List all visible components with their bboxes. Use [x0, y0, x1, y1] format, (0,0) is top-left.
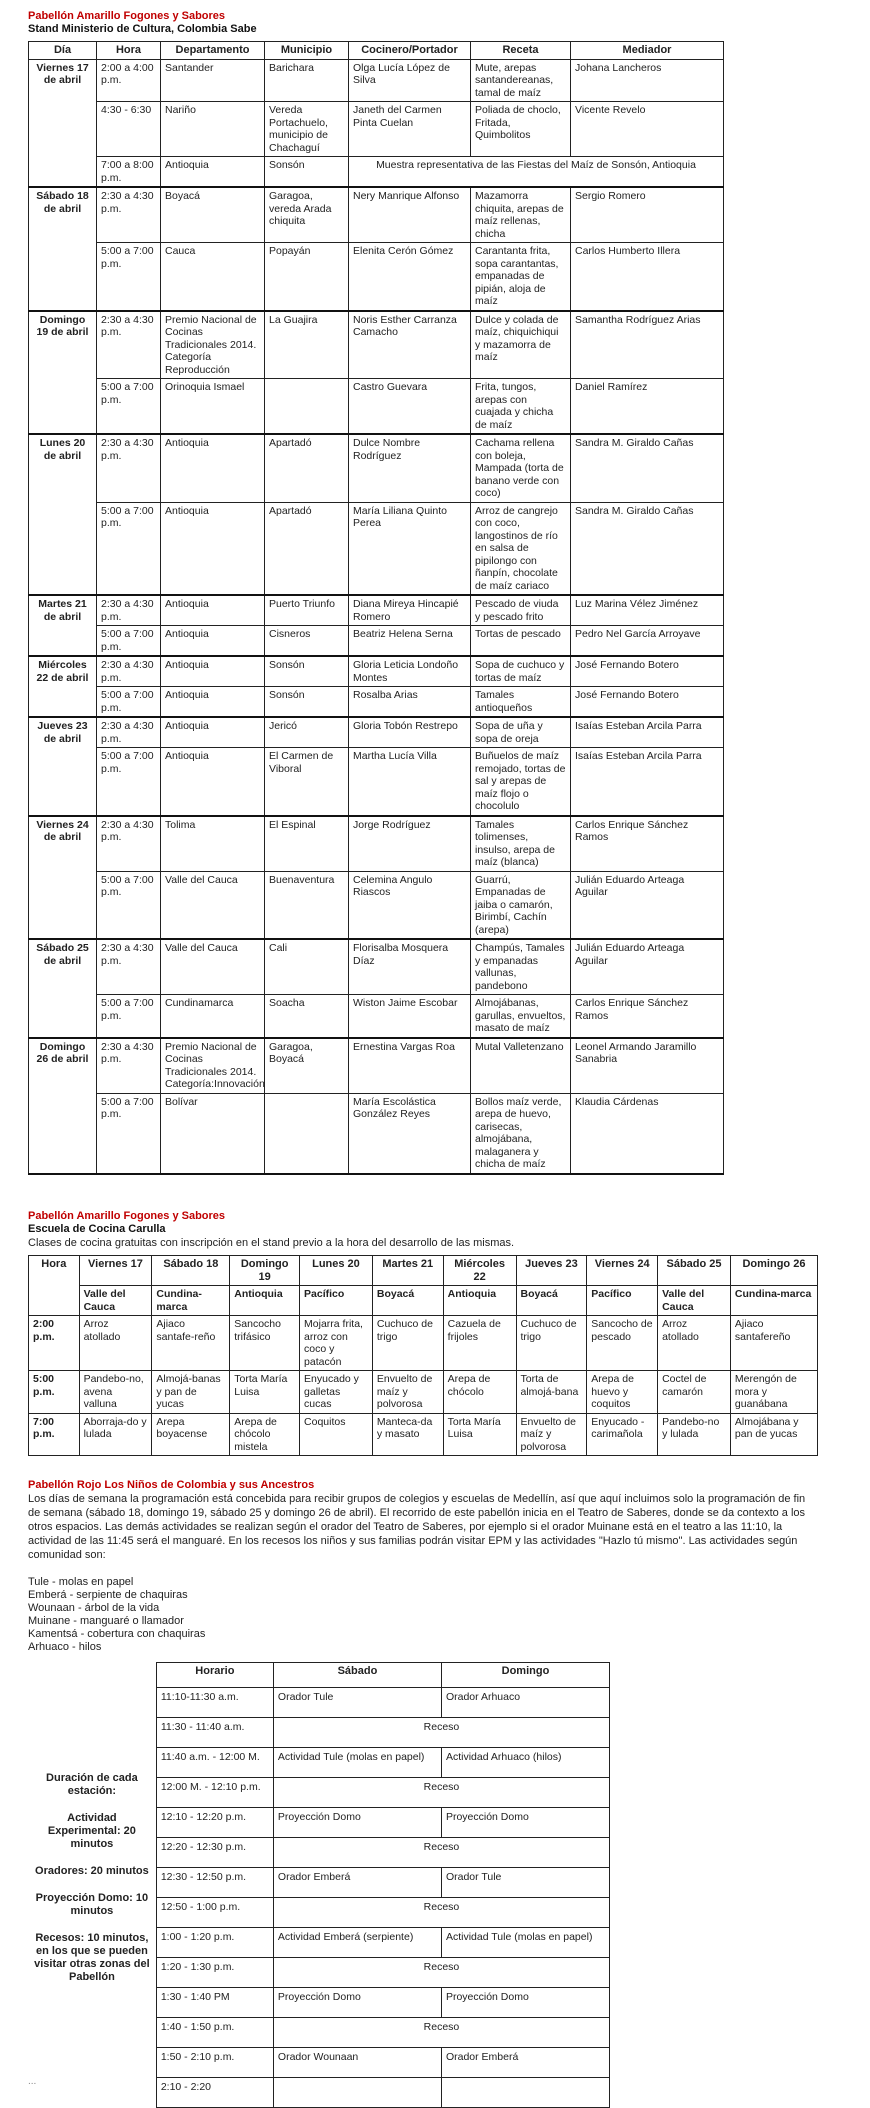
region-cell: Antioquia [230, 1286, 300, 1316]
day-cell: Martes 21 de abril [29, 595, 97, 656]
class-row [29, 1371, 818, 1414]
break-cell: Receso [273, 1718, 609, 1748]
schedule-row [29, 1093, 724, 1174]
weekend-schedule-table [28, 1662, 610, 2108]
schedule-row [29, 717, 724, 748]
recipe-cell: Tamales antioqueños [471, 687, 571, 718]
time-cell: 5:00 a 7:00 p.m. [97, 243, 161, 311]
time-cell: 5:00 a 7:00 p.m. [97, 995, 161, 1038]
dish-cell: Almojábana y pan de yucas [730, 1413, 817, 1456]
time-cell: 5:00 a 7:00 p.m. [97, 626, 161, 657]
municipality-cell: Sonsón [265, 687, 349, 718]
dish-cell: Merengón de mora y guanábana [730, 1371, 817, 1414]
weekend-schedule [28, 1662, 610, 2108]
recipe-cell: Guarrú, Empanadas de jaiba o camarón, Birimbí, Cachín (arepa) [471, 871, 571, 939]
cook-cell: Nery Manrique Alfonso [349, 187, 471, 243]
municipality-cell: Vereda Portachuelo, municipio de Chachaguí [265, 102, 349, 157]
saturday-cell: Orador Emberá [273, 1868, 441, 1898]
department-cell: Premio Nacional de Cocinas Tradicionales 2014. Categoría:Innovación [161, 1038, 265, 1094]
day-cell: Sábado 25 de abril [29, 939, 97, 1038]
section-subtitle: Stand Ministerio de Cultura, Colombia Sabe [28, 23, 257, 35]
column-header: Martes 21 [372, 1256, 443, 1286]
column-header: Sábado 18 [152, 1256, 230, 1286]
list-item: Muinane - manguaré o llamador [28, 1615, 184, 1627]
dish-cell: Envuelto de maíz y polvorosa [516, 1413, 587, 1456]
municipality-cell [265, 1093, 349, 1174]
cook-cell: Elenita Cerón Gómez [349, 243, 471, 311]
schedule-row [29, 626, 724, 657]
saturday-cell: Actividad Emberá (serpiente) [273, 1928, 441, 1958]
time-cell: 2:00 p.m. [29, 1316, 80, 1371]
column-header: Hora [29, 1256, 80, 1316]
time-cell: 5:00 a 7:00 p.m. [97, 502, 161, 595]
time-cell: 1:20 - 1:30 p.m. [156, 1958, 273, 1988]
time-cell: 2:30 a 4:30 p.m. [97, 939, 161, 995]
day-cell: Domingo 19 de abril [29, 311, 97, 435]
region-cell: Valle del Cauca [79, 1286, 152, 1316]
time-cell: 12:20 - 12:30 p.m. [156, 1838, 273, 1868]
dish-cell: Pandebo-no y lulada [658, 1413, 731, 1456]
saturday-cell: Orador Tule [273, 1688, 441, 1718]
section-title: Pabellón Amarillo Fogones y Sabores [28, 10, 226, 22]
recipe-cell: Tortas de pescado [471, 626, 571, 657]
municipality-cell: Cisneros [265, 626, 349, 657]
department-cell: Cundinamarca [161, 995, 265, 1038]
mediator-cell: Isaías Esteban Arcila Parra [571, 748, 724, 816]
saturday-cell: Proyección Domo [273, 1808, 441, 1838]
schedule-row [29, 187, 724, 243]
day-cell: Viernes 24 de abril [29, 816, 97, 940]
time-cell: 1:50 - 2:10 p.m. [156, 2048, 273, 2078]
department-cell: Antioquia [161, 595, 265, 626]
column-header: Día [29, 42, 97, 60]
dish-cell: Arepa de huevo y coquitos [587, 1371, 658, 1414]
duration-line: Actividad Experimental: 20 minutos [47, 1812, 136, 1850]
dish-cell: Pandebo-no, avena valluna [79, 1371, 152, 1414]
schedule-row [29, 656, 724, 687]
department-cell: Valle del Cauca [161, 871, 265, 939]
dish-cell: Cuchuco de trigo [372, 1316, 443, 1371]
recipe-cell: Frita, tungos, arepas con cuajada y chicha de maíz [471, 379, 571, 435]
page-footer: ... [28, 2076, 37, 2087]
time-cell: 2:30 a 4:30 p.m. [97, 434, 161, 502]
list-item: Kamentsá - cobertura con chaquiras [28, 1628, 206, 1640]
time-cell: 2:30 a 4:30 p.m. [97, 311, 161, 379]
class-row [29, 1316, 818, 1371]
recipe-cell: Almojábanas, garullas, envueltos, masato de maíz [471, 995, 571, 1038]
department-cell: Antioquia [161, 502, 265, 595]
dish-cell: Arepa boyacense [152, 1413, 230, 1456]
schedule-row [29, 995, 724, 1038]
time-cell: 2:30 a 4:30 p.m. [97, 595, 161, 626]
column-header: Sábado [273, 1663, 441, 1688]
mediator-cell: José Fernando Botero [571, 656, 724, 687]
column-header: Viernes 24 [587, 1256, 658, 1286]
time-cell: 2:30 a 4:30 p.m. [97, 656, 161, 687]
cook-cell: Diana Mireya Hincapié Romero [349, 595, 471, 626]
mediator-cell: Leonel Armando Jaramillo Sanabria [571, 1038, 724, 1094]
day-cell: Sábado 18 de abril [29, 187, 97, 311]
municipality-cell: Garagoa, Boyacá [265, 1038, 349, 1094]
section-description: Los días de semana la programación está concebida para recibir grupos de colegios y escuelas de Medellín, así que aquí incluimos solo la programación de fin de semana (sábado 18, domingo 19, sábado 25 y domingo 26 de abril). El recorrido de este pabellón inicia en el Teatro de Saberes, donde se da contexto a los otros espacios. Las demás actividades se realizan según el orador del Teatro de Saberes, por ejemplo si el orador Muinane está en el teatro a las 11:10, la actividad de las 11:45 será el manguaré. En los recesos los niños y sus familias podrán visitar EPM y las actividades "Hazlo tú mismo". Las actividades según comunidad son: [28, 1493, 806, 1561]
region-cell: Pacífico [300, 1286, 373, 1316]
recipe-cell: Sopa de uña y sopa de oreja [471, 717, 571, 748]
cook-cell: Olga Lucía López de Silva [349, 59, 471, 102]
column-header: Hora [97, 42, 161, 60]
saturday-cell [273, 2078, 441, 2108]
mediator-cell: Daniel Ramírez [571, 379, 724, 435]
section-description: Clases de cocina gratuitas con inscripción en el stand previo a la hora del desarrollo de las mismas. [28, 1237, 515, 1249]
time-cell: 11:10-11:30 a.m. [156, 1688, 273, 1718]
department-cell: Antioquia [161, 626, 265, 657]
column-header: Domingo 26 [730, 1256, 817, 1286]
time-cell: 7:00 p.m. [29, 1413, 80, 1456]
column-header: Jueves 23 [516, 1256, 587, 1286]
municipality-cell: Jericó [265, 717, 349, 748]
time-cell: 2:30 a 4:30 p.m. [97, 187, 161, 243]
dish-cell: Torta María Luisa [443, 1413, 516, 1456]
recipe-cell: Mutal Valletenzano [471, 1038, 571, 1094]
department-cell: Cauca [161, 243, 265, 311]
time-cell: 5:00 a 7:00 p.m. [97, 748, 161, 816]
region-cell: Cundina-marca [152, 1286, 230, 1316]
department-cell: Antioquia [161, 656, 265, 687]
section-subtitle: Escuela de Cocina Carulla [28, 1223, 166, 1235]
municipality-cell: Sonsón [265, 157, 349, 188]
list-item: Tule - molas en papel [28, 1576, 134, 1588]
mediator-cell: Sandra M. Giraldo Cañas [571, 434, 724, 502]
mediator-cell: Samantha Rodríguez Arias [571, 311, 724, 379]
department-cell: Antioquia [161, 157, 265, 188]
municipality-cell: El Carmen de Viboral [265, 748, 349, 816]
dish-cell: Cazuela de frijoles [443, 1316, 516, 1371]
recipe-cell: Bollos maíz verde, arepa de huevo, carisecas, almojábana, malaganera y chicha de maíz [471, 1093, 571, 1174]
header-row [28, 1663, 610, 1688]
cook-cell: Wiston Jaime Escobar [349, 995, 471, 1038]
schedule-row [29, 939, 724, 995]
column-header: Municipio [265, 42, 349, 60]
column-header: Receta [471, 42, 571, 60]
cook-cell: Noris Esther Carranza Camacho [349, 311, 471, 379]
column-header: Mediador [571, 42, 724, 60]
municipality-cell: Cali [265, 939, 349, 995]
dish-cell: Coctel de camarón [658, 1371, 731, 1414]
municipality-cell: La Guajira [265, 311, 349, 379]
time-cell: 5:00 p.m. [29, 1371, 80, 1414]
day-cell: Miércoles 22 de abril [29, 656, 97, 717]
mediator-cell: Sergio Romero [571, 187, 724, 243]
column-header: Domingo 19 [230, 1256, 300, 1286]
column-header: Horario [156, 1663, 273, 1688]
dish-cell: Ajiaco santafereño [730, 1316, 817, 1371]
recipe-cell: Buñuelos de maíz remojado, tortas de sal y arepas de maíz flojo o chocolulo [471, 748, 571, 816]
break-cell: Receso [273, 1778, 609, 1808]
municipality-cell: Barichara [265, 59, 349, 102]
header-row [29, 1256, 818, 1286]
list-item: Emberá - serpiente de chaquiras [28, 1589, 188, 1601]
column-header: Viernes 17 [79, 1256, 152, 1286]
cook-cell: María Liliana Quinto Perea [349, 502, 471, 595]
municipality-cell: El Espinal [265, 816, 349, 872]
cook-cell: Gloria Tobón Restrepo [349, 717, 471, 748]
cook-cell: Celemina Angulo Riascos [349, 871, 471, 939]
duration-line: Proyección Domo: 10 minutos [35, 1892, 149, 1917]
municipality-cell: Garagoa, vereda Arada chiquita [265, 187, 349, 243]
column-header: Sábado 25 [658, 1256, 731, 1286]
recipe-cell: Cachama rellena con boleja, Mampada (torta de banano verde con coco) [471, 434, 571, 502]
dish-cell: Envuelto de maíz y polvorosa [372, 1371, 443, 1414]
column-header: Lunes 20 [300, 1256, 373, 1286]
cook-cell: Dulce Nombre Rodríguez [349, 434, 471, 502]
saturday-cell: Proyección Domo [273, 1988, 441, 2018]
dish-cell: Torta de almojá-bana [516, 1371, 587, 1414]
time-cell: 2:30 a 4:30 p.m. [97, 1038, 161, 1094]
mediator-cell: Julián Eduardo Arteaga Aguilar [571, 939, 724, 995]
day-cell: Viernes 17 de abril [29, 59, 97, 187]
column-header: Cocinero/Portador [349, 42, 471, 60]
municipality-cell: Apartadó [265, 502, 349, 595]
column-header: Domingo [441, 1663, 609, 1688]
section-title: Pabellón Rojo Los Niños de Colombia y sus Ancestros [28, 1479, 315, 1491]
day-cell: Jueves 23 de abril [29, 717, 97, 816]
saturday-cell: Orador Wounaan [273, 2048, 441, 2078]
dish-cell: Manteca-da y masato [372, 1413, 443, 1456]
time-cell: 5:00 a 7:00 p.m. [97, 871, 161, 939]
schedule-row [29, 1038, 724, 1094]
municipality-cell [265, 379, 349, 435]
dish-cell: Enyucado - carimañola [587, 1413, 658, 1456]
class-row [29, 1413, 818, 1456]
time-cell: 2:30 a 4:30 p.m. [97, 816, 161, 872]
dish-cell: Sancocho de pescado [587, 1316, 658, 1371]
time-cell: 12:00 M. - 12:10 p.m. [156, 1778, 273, 1808]
dish-cell: Mojarra frita, arroz con coco y patacón [300, 1316, 373, 1371]
column-header: Departamento [161, 42, 265, 60]
sunday-cell: Orador Tule [441, 1868, 609, 1898]
duration-line: Oradores: 20 minutos [35, 1865, 149, 1877]
duration-info [28, 1663, 156, 2108]
section-fogones-stand [28, 10, 728, 1175]
mediator-cell: Johana Lancheros [571, 59, 724, 102]
recipe-cell: Mute, arepas santandereanas, tamal de maíz [471, 59, 571, 102]
region-cell: Pacífico [587, 1286, 658, 1316]
cook-cell: Janeth del Carmen Pinta Cuelan [349, 102, 471, 157]
time-cell: 1:00 - 1:20 p.m. [156, 1928, 273, 1958]
dish-cell: Coquitos [300, 1413, 373, 1456]
schedule-row [29, 59, 724, 102]
schedule-row [29, 687, 724, 718]
department-cell: Tolima [161, 816, 265, 872]
time-cell: 4:30 - 6:30 [97, 102, 161, 157]
dish-cell: Cuchuco de trigo [516, 1316, 587, 1371]
region-cell: Boyacá [516, 1286, 587, 1316]
recipe-cell: Sopa de cuchuco y tortas de maíz [471, 656, 571, 687]
community-activity-list [28, 1576, 818, 1654]
time-cell: 5:00 a 7:00 p.m. [97, 1093, 161, 1174]
mediator-cell: Klaudia Cárdenas [571, 1093, 724, 1174]
time-cell: 11:40 a.m. - 12:00 M. [156, 1748, 273, 1778]
department-cell: Valle del Cauca [161, 939, 265, 995]
schedule-row [29, 311, 724, 379]
dish-cell: Sancocho trifásico [230, 1316, 300, 1371]
cook-cell: Martha Lucía Villa [349, 748, 471, 816]
mediator-cell: Pedro Nel García Arroyave [571, 626, 724, 657]
recipe-cell: Dulce y colada de maíz, chiquichiqui y mazamorra de maíz [471, 311, 571, 379]
department-cell: Premio Nacional de Cocinas Tradicionales 2014. Categoría Reproducción [161, 311, 265, 379]
municipality-cell: Soacha [265, 995, 349, 1038]
dish-cell: Arroz atollado [79, 1316, 152, 1371]
dish-cell: Enyucado y galletas cucas [300, 1371, 373, 1414]
break-cell: Receso [273, 1958, 609, 1988]
region-cell: Antioquia [443, 1286, 516, 1316]
municipality-cell: Apartadó [265, 434, 349, 502]
sunday-cell [441, 2078, 609, 2108]
mediator-cell: Carlos Humberto Illera [571, 243, 724, 311]
stand-schedule-table [28, 41, 724, 1175]
mediator-cell: Isaías Esteban Arcila Parra [571, 717, 724, 748]
recipe-cell: Mazamorra chiquita, arepas de maíz rellenas, chicha [471, 187, 571, 243]
schedule-row [29, 748, 724, 816]
time-cell: 12:30 - 12:50 p.m. [156, 1868, 273, 1898]
schedule-row [29, 157, 724, 188]
schedule-row [29, 595, 724, 626]
department-cell: Bolívar [161, 1093, 265, 1174]
cook-cell: Jorge Rodríguez [349, 816, 471, 872]
department-cell: Antioquia [161, 748, 265, 816]
dish-cell: Arepa de chócolo [443, 1371, 516, 1414]
list-item: Wounaan - árbol de la vida [28, 1602, 160, 1614]
day-cell: Domingo 26 de abril [29, 1038, 97, 1174]
cook-cell: Florisalba Mosquera Díaz [349, 939, 471, 995]
schedule-row [29, 379, 724, 435]
sunday-cell: Orador Arhuaco [441, 1688, 609, 1718]
department-cell: Antioquia [161, 717, 265, 748]
list-item: Arhuaco - hilos [28, 1641, 102, 1653]
region-cell: Valle del Cauca [658, 1286, 731, 1316]
mediator-cell: Carlos Enrique Sánchez Ramos [571, 816, 724, 872]
sunday-cell: Actividad Arhuaco (hilos) [441, 1748, 609, 1778]
section-escuela-cocina [28, 1210, 828, 1456]
recipe-cell: Poliada de choclo, Fritada, Quimbolitos [471, 102, 571, 157]
break-cell: Receso [273, 2018, 609, 2048]
schedule-row [29, 434, 724, 502]
dish-cell: Aborraja-do y lulada [79, 1413, 152, 1456]
department-cell: Nariño [161, 102, 265, 157]
section-title: Pabellón Amarillo Fogones y Sabores [28, 1210, 226, 1222]
time-cell: 12:50 - 1:00 p.m. [156, 1898, 273, 1928]
time-cell: 1:30 - 1:40 PM [156, 1988, 273, 2018]
day-cell: Lunes 20 de abril [29, 434, 97, 595]
municipality-cell: Puerto Triunfo [265, 595, 349, 626]
schedule-row [29, 243, 724, 311]
department-cell: Boyacá [161, 187, 265, 243]
cooking-class-table [28, 1255, 818, 1456]
break-cell: Receso [273, 1838, 609, 1868]
municipality-cell: Popayán [265, 243, 349, 311]
dish-cell: Arepa de chócolo mistela [230, 1413, 300, 1456]
recipe-cell: Tamales tolimenses, insulso, arepa de maíz (blanca) [471, 816, 571, 872]
column-header: Miércoles 22 [443, 1256, 516, 1286]
duration-line: Duración de cada estación: [46, 1772, 138, 1797]
recipe-cell: Champús, Tamales y empanadas vallunas, pandebono [471, 939, 571, 995]
sunday-cell: Actividad Tule (molas en papel) [441, 1928, 609, 1958]
time-cell: 5:00 a 7:00 p.m. [97, 687, 161, 718]
sunday-cell: Proyección Domo [441, 1808, 609, 1838]
municipality-cell: Buenaventura [265, 871, 349, 939]
department-cell: Antioquia [161, 434, 265, 502]
cook-cell: Beatriz Helena Serna [349, 626, 471, 657]
region-cell: Boyacá [372, 1286, 443, 1316]
time-cell: 7:00 a 8:00 p.m. [97, 157, 161, 188]
dish-cell: Ajiaco santafe-reño [152, 1316, 230, 1371]
dish-cell: Almojá-banas y pan de yucas [152, 1371, 230, 1414]
time-cell: 5:00 a 7:00 p.m. [97, 379, 161, 435]
department-cell: Santander [161, 59, 265, 102]
time-cell: 2:00 a 4:00 p.m. [97, 59, 161, 102]
municipality-cell: Sonsón [265, 656, 349, 687]
break-cell: Receso [273, 1898, 609, 1928]
time-cell: 2:30 a 4:30 p.m. [97, 717, 161, 748]
mediator-cell: José Fernando Botero [571, 687, 724, 718]
recipe-cell: Carantanta frita, sopa carantantas, empanadas de pipián, aloja de maíz [471, 243, 571, 311]
recipe-cell: Arroz de cangrejo con coco, langostinos de río en salsa de pipilongo con ñanpín, chocolate de maíz cariaco [471, 502, 571, 595]
region-cell: Cundina-marca [730, 1286, 817, 1316]
time-cell: 12:10 - 12:20 p.m. [156, 1808, 273, 1838]
department-cell: Orinoquia Ismael [161, 379, 265, 435]
region-row [29, 1286, 818, 1316]
saturday-cell: Actividad Tule (molas en papel) [273, 1748, 441, 1778]
cook-cell: Gloria Leticia Londoño Montes [349, 656, 471, 687]
schedule-row [29, 102, 724, 157]
mediator-cell: Julián Eduardo Arteaga Aguilar [571, 871, 724, 939]
recipe-cell: Pescado de viuda y pescado frito [471, 595, 571, 626]
mediator-cell: Carlos Enrique Sánchez Ramos [571, 995, 724, 1038]
cook-cell: Castro Guevara [349, 379, 471, 435]
duration-line: Recesos: 10 minutos, en los que se pueden visitar otras zonas del Pabellón [34, 1932, 150, 1983]
sunday-cell: Proyección Domo [441, 1988, 609, 2018]
mediator-cell: Luz Marina Vélez Jiménez [571, 595, 724, 626]
sunday-cell: Orador Emberá [441, 2048, 609, 2078]
cook-cell: Rosalba Arias [349, 687, 471, 718]
section-pabellon-rojo [28, 1479, 818, 1654]
time-cell: 11:30 - 11:40 a.m. [156, 1718, 273, 1748]
time-cell: 2:10 - 2:20 [156, 2078, 273, 2108]
mediator-cell: Sandra M. Giraldo Cañas [571, 502, 724, 595]
department-cell: Antioquia [161, 687, 265, 718]
time-cell: 1:40 - 1:50 p.m. [156, 2018, 273, 2048]
dish-cell: Arroz atollado [658, 1316, 731, 1371]
cook-cell: Ernestina Vargas Roa [349, 1038, 471, 1094]
mediator-cell: Vicente Revelo [571, 102, 724, 157]
schedule-row [29, 816, 724, 872]
dish-cell: Torta María Luisa [230, 1371, 300, 1414]
schedule-row [29, 502, 724, 595]
schedule-row [29, 871, 724, 939]
cook-cell: María Escolástica González Reyes [349, 1093, 471, 1174]
event-note-cell: Muestra representativa de las Fiestas del Maíz de Sonsón, Antioquia [349, 157, 724, 188]
